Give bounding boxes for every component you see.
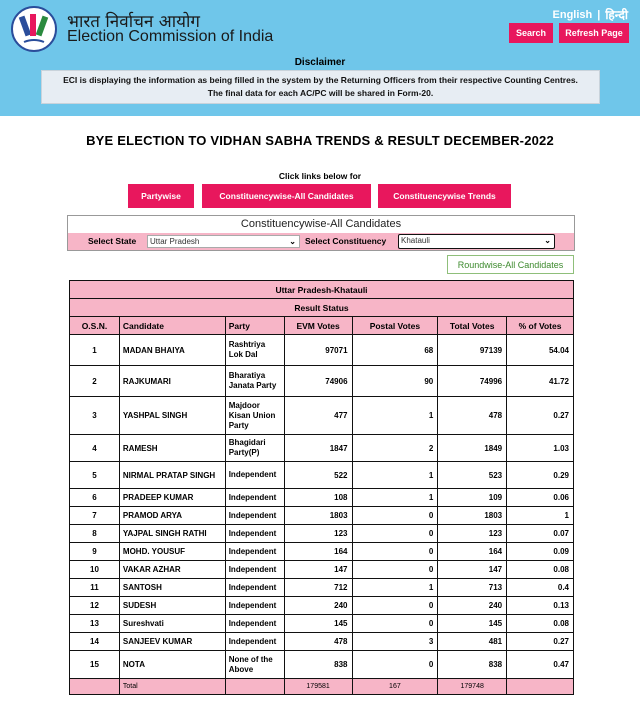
- table-row: [70, 435, 574, 462]
- cell-pct-votes: 1.03: [507, 435, 574, 462]
- roundwise-all-candidates-button[interactable]: Roundwise-All Candidates: [447, 255, 574, 274]
- selector-title: Constituencywise-All Candidates: [240, 218, 402, 230]
- table-row: [70, 525, 574, 543]
- cell-candidate: PRAMOD ARYA: [119, 507, 225, 525]
- cell-total-votes: 74996: [438, 366, 507, 397]
- cell-postal-votes: 0: [352, 543, 438, 561]
- table-row: [70, 543, 574, 561]
- cell-evm-votes: 838: [284, 651, 352, 679]
- disclaimer-box: [41, 70, 600, 104]
- cell-total-votes: 838: [438, 651, 507, 679]
- cell-candidate: MADAN BHAIYA: [119, 335, 225, 366]
- col-pct-votes: % of Votes: [507, 317, 574, 335]
- cell-party: Independent: [225, 561, 284, 579]
- cell-evm-votes: 477: [284, 397, 352, 435]
- cell-postal-votes: 68: [352, 335, 438, 366]
- cell-osn: 8: [70, 525, 120, 543]
- cell-postal-votes: 1: [352, 579, 438, 597]
- cell-osn: 2: [70, 366, 120, 397]
- col-postal-votes: Postal Votes: [352, 317, 438, 335]
- cell-party: Independent: [225, 507, 284, 525]
- cell-candidate: PRADEEP KUMAR: [119, 489, 225, 507]
- cell-total-votes: 109: [438, 489, 507, 507]
- cell-osn: 9: [70, 543, 120, 561]
- total-cell: 179581: [284, 679, 352, 695]
- eci-hindi-name: भारत निर्वाचन आयोग: [67, 12, 200, 32]
- lang-separator: |: [597, 8, 601, 21]
- cell-pct-votes: 0.07: [507, 525, 574, 543]
- selector-row: [68, 233, 574, 250]
- table-row: [70, 633, 574, 651]
- cell-total-votes: 164: [438, 543, 507, 561]
- total-cell: Total: [119, 679, 225, 695]
- constituency-select[interactable]: [398, 234, 555, 249]
- cell-postal-votes: 0: [352, 597, 438, 615]
- results-table: [69, 280, 574, 695]
- tab-constituencywise-trends[interactable]: Constituencywise Trends: [378, 184, 511, 208]
- cell-candidate: RAJKUMARI: [119, 366, 225, 397]
- lang-english-link[interactable]: English: [552, 8, 593, 21]
- cell-candidate: NOTA: [119, 651, 225, 679]
- cell-osn: 11: [70, 579, 120, 597]
- cell-osn: 6: [70, 489, 120, 507]
- cell-party: Bhagidari Party(P): [225, 435, 284, 462]
- cell-candidate: MOHD. YOUSUF: [119, 543, 225, 561]
- cell-candidate: SANJEEV KUMAR: [119, 633, 225, 651]
- cell-party: None of the Above: [225, 651, 284, 679]
- table-row: [70, 462, 574, 489]
- cell-evm-votes: 164: [284, 543, 352, 561]
- cell-party: Rashtriya Lok Dal: [225, 335, 284, 366]
- cell-pct-votes: 0.13: [507, 597, 574, 615]
- table-row: [70, 651, 574, 679]
- table-row: [70, 579, 574, 597]
- cell-postal-votes: 0: [352, 507, 438, 525]
- total-cell: 179748: [438, 679, 507, 695]
- cell-pct-votes: 0.4: [507, 579, 574, 597]
- cell-evm-votes: 478: [284, 633, 352, 651]
- cell-party: Bharatiya Janata Party: [225, 366, 284, 397]
- cell-pct-votes: 41.72: [507, 366, 574, 397]
- eci-english-name: Election Commission of India: [67, 28, 274, 45]
- table-row: [70, 615, 574, 633]
- total-cell: [507, 679, 574, 695]
- cell-postal-votes: 3: [352, 633, 438, 651]
- table-row: [70, 366, 574, 397]
- cell-postal-votes: 90: [352, 366, 438, 397]
- cell-candidate: VAKAR AZHAR: [119, 561, 225, 579]
- cell-osn: 7: [70, 507, 120, 525]
- cell-pct-votes: 0.09: [507, 543, 574, 561]
- constituency-label: Select Constituency: [305, 236, 387, 246]
- table-row: [70, 561, 574, 579]
- cell-evm-votes: 240: [284, 597, 352, 615]
- cell-total-votes: 523: [438, 462, 507, 489]
- cell-evm-votes: 522: [284, 462, 352, 489]
- cell-total-votes: 1849: [438, 435, 507, 462]
- cell-evm-votes: 147: [284, 561, 352, 579]
- cell-party: Independent: [225, 489, 284, 507]
- disclaimer-line-2: The final data for each AC/PC will be shared in Form-20.: [207, 88, 434, 98]
- cell-postal-votes: 0: [352, 615, 438, 633]
- cell-osn: 1: [70, 335, 120, 366]
- col-total-votes: Total Votes: [438, 317, 507, 335]
- cell-pct-votes: 0.08: [507, 615, 574, 633]
- cell-total-votes: 147: [438, 561, 507, 579]
- cell-osn: 4: [70, 435, 120, 462]
- cell-party: Independent: [225, 633, 284, 651]
- lang-hindi-link[interactable]: हिन्दी: [605, 8, 628, 22]
- cell-total-votes: 478: [438, 397, 507, 435]
- eci-logo-icon[interactable]: [8, 4, 60, 54]
- cell-total-votes: 240: [438, 597, 507, 615]
- cell-candidate: RAMESH: [119, 435, 225, 462]
- cell-candidate: SUDESH: [119, 597, 225, 615]
- cell-total-votes: 145: [438, 615, 507, 633]
- total-cell: [70, 679, 120, 695]
- tab-constituencywise-all-candidates[interactable]: Constituencywise-All Candidates: [202, 184, 371, 208]
- cell-total-votes: 481: [438, 633, 507, 651]
- table-total-row: [70, 679, 574, 695]
- cell-evm-votes: 712: [284, 579, 352, 597]
- table-row: [70, 489, 574, 507]
- cell-evm-votes: 1803: [284, 507, 352, 525]
- cell-party: Independent: [225, 579, 284, 597]
- search-button[interactable]: Search: [509, 23, 553, 43]
- cell-pct-votes: 0.29: [507, 462, 574, 489]
- disclaimer-title: Disclaimer: [294, 57, 346, 68]
- cell-evm-votes: 145: [284, 615, 352, 633]
- page-title: BYE ELECTION TO VIDHAN SABHA TRENDS & RESULT DECEMBER-2022: [86, 133, 554, 148]
- cell-candidate: NIRMAL PRATAP SINGH: [119, 462, 225, 489]
- cell-postal-votes: 1: [352, 489, 438, 507]
- cell-total-votes: 713: [438, 579, 507, 597]
- table-row: [70, 507, 574, 525]
- table-title: Uttar Pradesh-Khatauli: [70, 281, 574, 299]
- cell-total-votes: 123: [438, 525, 507, 543]
- refresh-page-button[interactable]: Refresh Page: [559, 23, 629, 43]
- cell-party: Majdoor Kisan Union Party: [225, 397, 284, 435]
- selector-panel: [67, 215, 575, 251]
- cell-osn: 3: [70, 397, 120, 435]
- cell-postal-votes: 0: [352, 651, 438, 679]
- cell-party: Independent: [225, 462, 284, 489]
- cell-pct-votes: 0.27: [507, 633, 574, 651]
- cell-candidate: YASHPAL SINGH: [119, 397, 225, 435]
- cell-evm-votes: 123: [284, 525, 352, 543]
- header-banner: [0, 0, 640, 116]
- state-select-value: Uttar Pradesh: [150, 237, 200, 246]
- cell-party: Independent: [225, 525, 284, 543]
- cell-candidate: YAJPAL SINGH RATHI: [119, 525, 225, 543]
- cell-postal-votes: 2: [352, 435, 438, 462]
- tab-partywise[interactable]: Partywise: [128, 184, 194, 208]
- cell-osn: 10: [70, 561, 120, 579]
- cell-postal-votes: 0: [352, 561, 438, 579]
- chevron-down-icon: ⌄: [544, 236, 551, 245]
- cell-evm-votes: 108: [284, 489, 352, 507]
- cell-total-votes: 1803: [438, 507, 507, 525]
- cell-candidate: SANTOSH: [119, 579, 225, 597]
- cell-pct-votes: 0.47: [507, 651, 574, 679]
- state-select[interactable]: [147, 235, 300, 248]
- col-party: Party: [225, 317, 284, 335]
- cell-evm-votes: 74906: [284, 366, 352, 397]
- cell-party: Independent: [225, 597, 284, 615]
- cell-postal-votes: 1: [352, 397, 438, 435]
- cell-pct-votes: 54.04: [507, 335, 574, 366]
- cell-party: Independent: [225, 543, 284, 561]
- cell-total-votes: 97139: [438, 335, 507, 366]
- cell-postal-votes: 0: [352, 525, 438, 543]
- cell-pct-votes: 0.06: [507, 489, 574, 507]
- cell-pct-votes: 1: [507, 507, 574, 525]
- cell-party: Independent: [225, 615, 284, 633]
- cell-osn: 15: [70, 651, 120, 679]
- cell-candidate: Sureshvati: [119, 615, 225, 633]
- chevron-down-icon: ⌄: [289, 237, 296, 246]
- cell-postal-votes: 1: [352, 462, 438, 489]
- cell-pct-votes: 0.08: [507, 561, 574, 579]
- cell-evm-votes: 1847: [284, 435, 352, 462]
- disclaimer-line-1: ECI is displaying the information as being filled in the system by the Returning Officers from their respective Counting Centres.: [63, 75, 578, 85]
- table-row: [70, 597, 574, 615]
- cell-osn: 5: [70, 462, 120, 489]
- cell-osn: 13: [70, 615, 120, 633]
- constituency-select-value: Khatauli: [401, 236, 430, 245]
- state-label: Select State: [88, 236, 137, 246]
- total-cell: 167: [352, 679, 438, 695]
- cell-pct-votes: 0.27: [507, 397, 574, 435]
- col-osn: O.S.N.: [70, 317, 120, 335]
- result-status: Result Status: [70, 299, 574, 317]
- click-links-text: Click links below for: [278, 171, 362, 181]
- cell-osn: 12: [70, 597, 120, 615]
- col-candidate: Candidate: [119, 317, 225, 335]
- cell-evm-votes: 97071: [284, 335, 352, 366]
- language-switcher: [553, 6, 628, 23]
- table-row: [70, 335, 574, 366]
- table-row: [70, 397, 574, 435]
- total-cell: [225, 679, 284, 695]
- col-evm-votes: EVM Votes: [284, 317, 352, 335]
- cell-osn: 14: [70, 633, 120, 651]
